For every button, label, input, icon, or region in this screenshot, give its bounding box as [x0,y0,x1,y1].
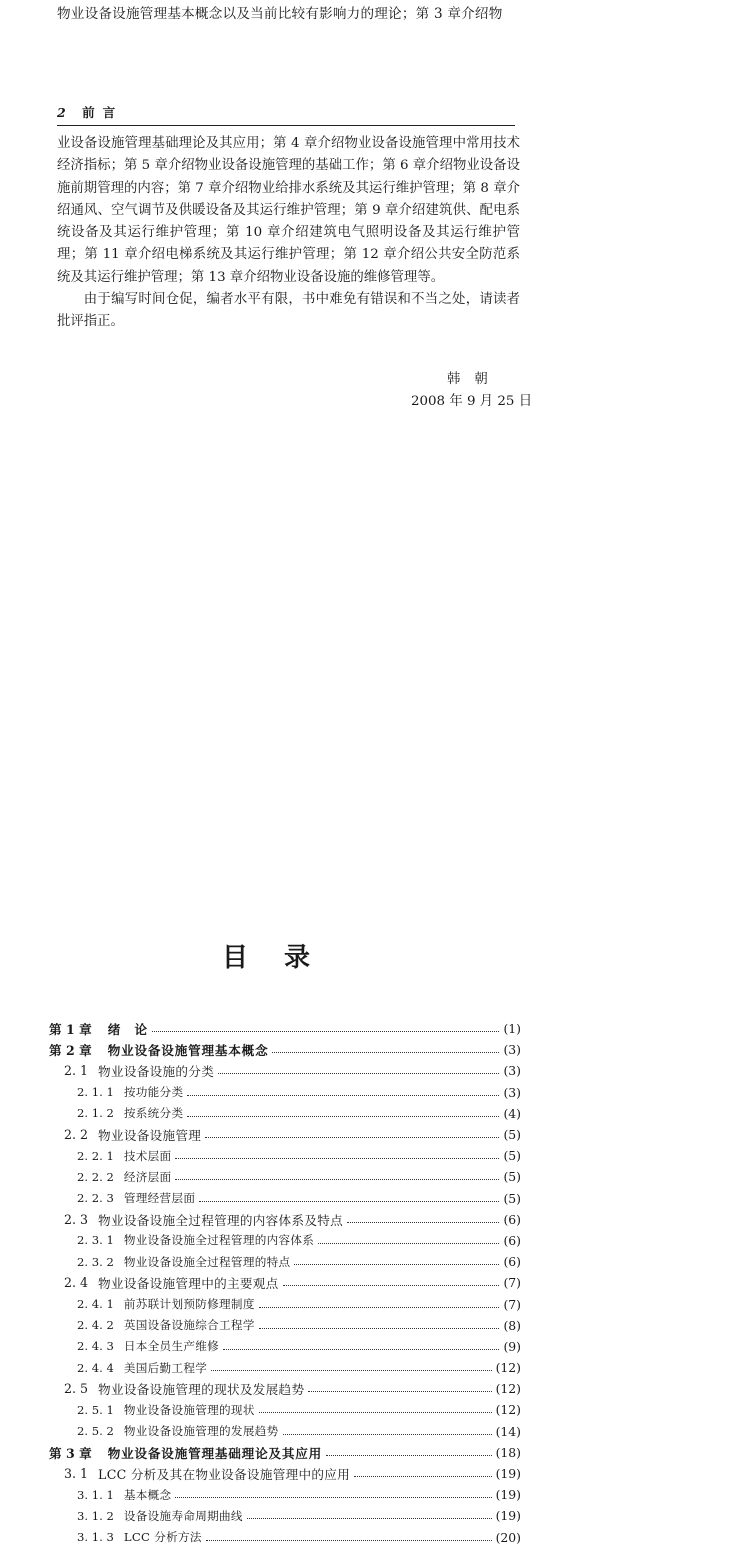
toc-entry-page: (5) [503,1190,521,1206]
toc-entry[interactable] [49,1209,521,1230]
page-header [57,103,515,126]
toc-entry-title: 物业设备设施全过程管理的内容体系 [123,1233,315,1248]
toc-entry-title: 物业设备设施管理中的主要观点 [98,1276,279,1292]
toc-entry-page: (6) [503,1232,521,1248]
toc-entry-title: 绪 论 [107,1022,148,1038]
toc-entry-title: 物业设备设施的分类 [98,1064,215,1080]
toc-entry-title: 物业设备设施管理的发展趋势 [123,1424,279,1439]
toc-dot-leader [206,1540,492,1541]
toc-entry-number: 2. 2. 2 [77,1169,114,1184]
toc-entry-title: 管理经营层面 [123,1191,196,1206]
toc-entry-title: 经济层面 [123,1169,172,1184]
toc-entry-number: 2. 4 [64,1275,89,1291]
toc-dot-leader [326,1455,492,1456]
toc-entry-number: 第 3 章 [49,1445,92,1461]
toc-entry-number: 2. 4. 4 [77,1360,114,1375]
toc-entry-title: 物业设备设施管理基础理论及其应用 [107,1445,323,1461]
previous-page-last-line: 物业设备设施管理基本概念以及当前比较有影响力的理论；第 3 章介绍物 [57,6,503,22]
toc-entry-page: (4) [503,1105,521,1121]
preface-paragraph-2: 由于编写时间仓促，编者水平有限，书中难免有错误和不当之处，请读者批评指正。 [57,292,520,330]
toc-dot-leader [187,1095,499,1096]
toc-entry-number: 2. 5. 2 [77,1424,114,1439]
toc-entry-title: 物业设备设施管理 [98,1128,202,1144]
toc-dot-leader [152,1031,500,1032]
toc-entry-number: 2. 4. 2 [77,1318,114,1333]
toc-entry-number: 2. 3 [64,1211,89,1227]
toc-entry-title: 物业设备设施全过程管理的特点 [123,1254,291,1269]
toc-entry-number: 2. 2 [64,1127,89,1143]
toc-entry-title: 物业设备设施管理的现状 [123,1402,255,1417]
toc-entry-page: (18) [495,1444,521,1460]
toc-entry-page: (5) [503,1148,521,1164]
toc-entry-title: 物业设备设施管理的现状及发展趋势 [98,1382,305,1398]
toc-dot-leader [187,1116,499,1117]
toc-entry-title: 按系统分类 [123,1106,184,1121]
toc-entry-title: 英国设备设施综合工程学 [123,1318,255,1333]
toc-entry[interactable] [49,1293,521,1314]
toc-entry-page: (7) [503,1296,521,1312]
table-of-contents [49,1018,521,1548]
toc-entry-title: 基本概念 [123,1487,172,1502]
toc-entry-title: 设备设施寿命周期曲线 [123,1508,243,1523]
toc-entry-page: (5) [503,1169,521,1185]
toc-dot-leader [223,1349,499,1350]
toc-entry-number: 2. 3. 1 [77,1233,114,1248]
toc-entry[interactable] [49,1463,521,1484]
toc-entry-page: (12) [495,1381,521,1397]
toc-entry[interactable] [49,1399,521,1420]
toc-entry-page: (9) [503,1338,521,1354]
toc-dot-leader [354,1476,491,1477]
toc-entry-page: (7) [503,1275,521,1291]
toc-dot-leader [259,1412,492,1413]
toc-entry-number: 3. 1 [64,1466,89,1482]
toc-entry-number: 2. 2. 3 [77,1191,114,1206]
toc-entry-page: (19) [495,1487,521,1503]
toc-dot-leader [272,1052,499,1053]
toc-entry-number: 2. 5 [64,1381,89,1397]
page-number: 2 [57,105,66,120]
toc-entry-number: 第 1 章 [49,1022,92,1038]
toc-entry-title: 前苏联计划预防修理制度 [123,1297,255,1312]
toc-entry-title: 物业设备设施管理基本概念 [107,1043,269,1059]
toc-entry-number: 2. 1. 2 [77,1106,114,1121]
toc-entry[interactable] [49,1484,521,1505]
toc-entry-page: (12) [495,1402,521,1418]
toc-dot-leader [175,1158,499,1159]
toc-dot-leader [294,1264,499,1265]
toc-title: 目录 [221,943,346,973]
toc-entry[interactable] [49,1336,521,1357]
toc-entry[interactable] [49,1060,521,1081]
toc-entry-title: 美国后勤工程学 [123,1360,208,1375]
toc-dot-leader [283,1285,500,1286]
toc-entry-number: 2. 1. 1 [77,1085,114,1100]
author-signature: 韩朝 [447,372,502,387]
toc-entry[interactable] [49,1230,521,1251]
toc-dot-leader [205,1137,499,1138]
running-title: 前言 [82,105,124,120]
preface-date: 2008 年 9 月 25 日 [411,394,533,409]
toc-entry-page: (5) [503,1127,521,1143]
toc-entry[interactable] [49,1039,521,1060]
toc-entry-page: (8) [503,1317,521,1333]
toc-entry[interactable] [49,1442,521,1463]
toc-entry[interactable] [49,1103,521,1124]
toc-dot-leader [347,1222,499,1223]
toc-entry-page: (6) [503,1211,521,1227]
toc-entry-page: (3) [503,1084,521,1100]
toc-dot-leader [199,1201,499,1202]
toc-entry-title: 物业设备设施全过程管理的内容体系及特点 [98,1212,344,1228]
toc-dot-leader [211,1370,491,1371]
toc-entry[interactable] [49,1527,521,1548]
toc-entry-number: 第 2 章 [49,1043,92,1059]
toc-dot-leader [308,1391,491,1392]
toc-entry-page: (20) [495,1529,521,1545]
toc-entry-page: (19) [495,1508,521,1524]
toc-entry-page: (6) [503,1254,521,1270]
toc-entry-title: 日本全员生产维修 [123,1339,220,1354]
toc-entry[interactable] [49,1018,521,1039]
toc-entry-page: (3) [503,1042,521,1058]
toc-entry[interactable] [49,1315,521,1336]
toc-dot-leader [175,1179,499,1180]
toc-entry-number: 2. 5. 1 [77,1402,114,1417]
preface-body [57,133,520,334]
toc-entry[interactable] [49,1082,521,1103]
toc-entry-number: 3. 1. 1 [77,1487,114,1502]
toc-entry-number: 2. 4. 3 [77,1339,114,1354]
toc-entry-title: 技术层面 [123,1148,172,1163]
toc-entry-number: 3. 1. 2 [77,1508,114,1523]
toc-entry-number: 2. 1 [64,1063,89,1079]
toc-entry[interactable] [49,1272,521,1293]
toc-entry-page: (1) [503,1021,521,1037]
toc-dot-leader [259,1307,500,1308]
toc-entry[interactable] [49,1145,521,1166]
toc-entry[interactable] [49,1357,521,1378]
toc-entry[interactable] [49,1378,521,1399]
toc-entry-page: (12) [495,1360,521,1376]
toc-entry-number: 2. 4. 1 [77,1297,114,1312]
toc-entry-page: (19) [495,1466,521,1482]
toc-dot-leader [318,1243,499,1244]
toc-entry[interactable] [49,1505,521,1526]
toc-dot-leader [175,1497,491,1498]
toc-entry-page: (3) [503,1063,521,1079]
toc-entry-title: LCC 分析方法 [123,1530,202,1545]
preface-paragraph-1: 业设备设施管理基础理论及其应用；第 4 章介绍物业设备设施管理中常用技术经济指标；第 5 章介绍物业设备设施管理的基础工作；第 6 章介绍物业设备设施前期管理的内容；第 7 章介绍物业给排水系统及其运行维护管理；第 8 章介绍通风、空气调节及供暖设备及其运行维护管理；第 9 章介绍建筑供、配电系统设备及其运行维护管理；第 10 章介绍建筑电气照明设备及其运行维护管理；第 11 章介绍电梯系统及其运行维护管理；第 12 章介绍公共安全防范系统及其运行维护管理；第 13 章介绍物业设备设施的维修管理等。 [57,136,520,285]
toc-dot-leader [259,1328,500,1329]
toc-entry-page: (14) [495,1423,521,1439]
toc-entry-number: 2. 2. 1 [77,1148,114,1163]
toc-dot-leader [283,1434,492,1435]
toc-entry-number: 2. 3. 2 [77,1254,114,1269]
toc-entry-number: 3. 1. 3 [77,1530,114,1545]
toc-dot-leader [247,1518,492,1519]
toc-entry[interactable] [49,1124,521,1145]
toc-entry[interactable] [49,1166,521,1187]
toc-entry[interactable] [49,1188,521,1209]
toc-entry[interactable] [49,1421,521,1442]
toc-entry-title: LCC 分析及其在物业设备设施管理中的应用 [98,1467,351,1483]
toc-entry[interactable] [49,1251,521,1272]
toc-entry-title: 按功能分类 [123,1085,184,1100]
toc-dot-leader [218,1073,499,1074]
